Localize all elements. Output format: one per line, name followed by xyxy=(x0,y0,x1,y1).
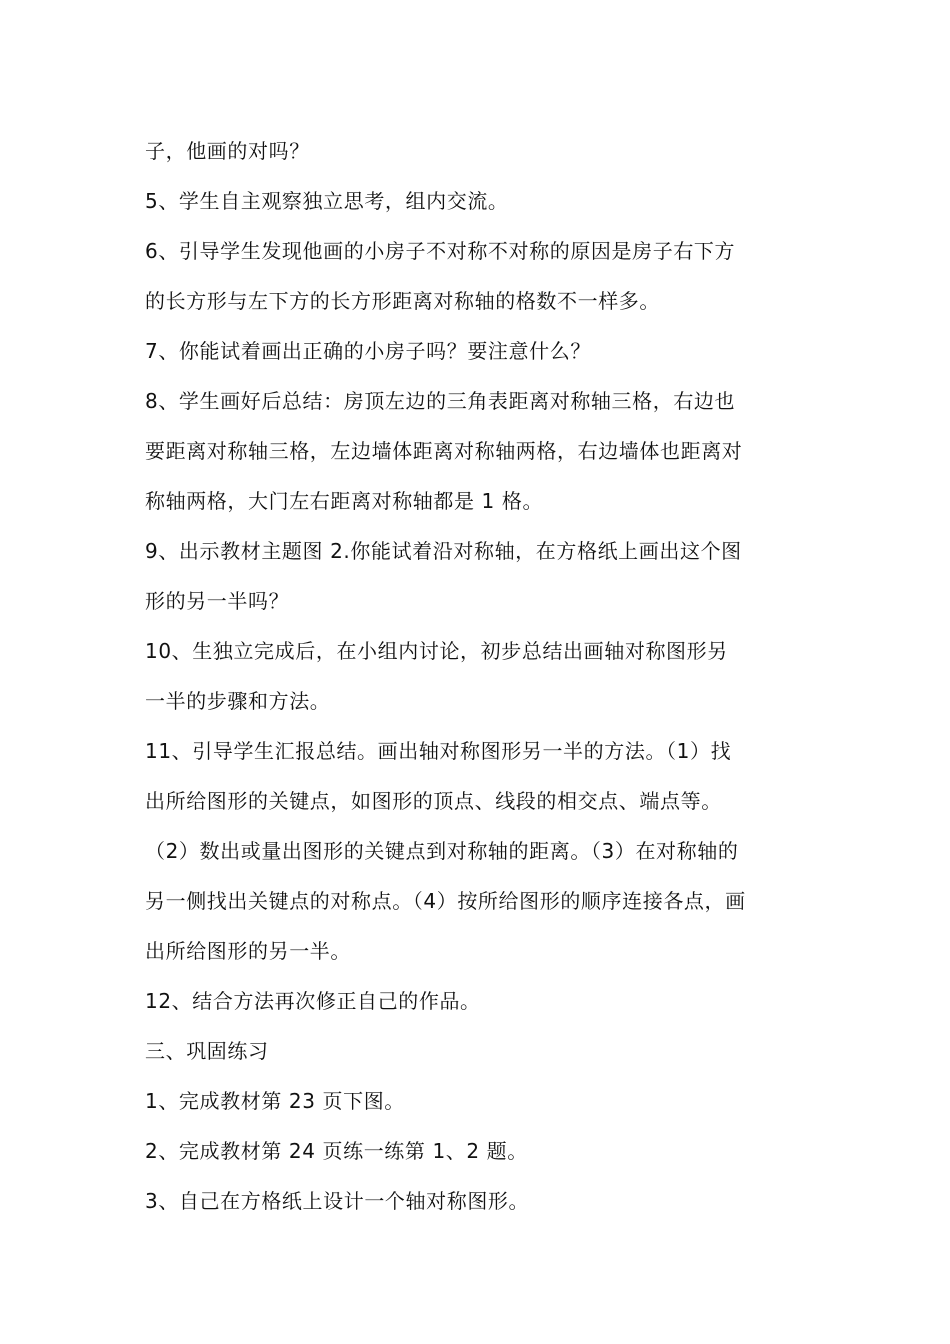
text-line: 5、学生自主观察独立思考，组内交流。 xyxy=(145,189,509,213)
text-line: 要距离对称轴三格，左边墙体距离对称轴两格，右边墙体也距离对 xyxy=(145,439,743,463)
text-line: 称轴两格，大门左右距离对称轴都是 1 格。 xyxy=(145,489,544,513)
text-line: 子，他画的对吗？ xyxy=(145,139,310,163)
text-line: 形的另一半吗？ xyxy=(145,589,290,613)
text-line: 2、完成教材第 24 页练一练第 1、2 题。 xyxy=(145,1139,528,1163)
text-line: 9、出示教材主题图 2.你能试着沿对称轴，在方格纸上画出这个图 xyxy=(145,539,742,563)
text-line: 一半的步骤和方法。 xyxy=(145,689,331,713)
text-line: 3、自己在方格纸上设计一个轴对称图形。 xyxy=(145,1189,530,1213)
text-line: 另一侧找出关键点的对称点。（4）按所给图形的顺序连接各点，画 xyxy=(145,889,746,913)
text-line: 12、结合方法再次修正自己的作品。 xyxy=(145,989,481,1013)
text-line: 的长方形与左下方的长方形距离对称轴的格数不一样多。 xyxy=(145,289,660,313)
section-heading: 三、巩固练习 xyxy=(145,1039,269,1063)
text-line: 6、引导学生发现他画的小房子不对称不对称的原因是房子右下方 xyxy=(145,239,736,263)
text-line: （2）数出或量出图形的关键点到对称轴的距离。（3）在对称轴的 xyxy=(145,839,739,863)
text-line: 1、完成教材第 23 页下图。 xyxy=(145,1089,405,1113)
text-line: 出所给图形的另一半。 xyxy=(145,939,351,963)
text-line: 10、生独立完成后，在小组内讨论，初步总结出画轴对称图形另 xyxy=(145,639,728,663)
text-line: 8、学生画好后总结：房顶左边的三角表距离对称轴三格，右边也 xyxy=(145,389,736,413)
text-line: 7、你能试着画出正确的小房子吗？要注意什么？ xyxy=(145,339,591,363)
text-line: 11、引导学生汇报总结。画出轴对称图形另一半的方法。（1）找 xyxy=(145,739,732,763)
text-line: 出所给图形的关键点，如图形的顶点、线段的相交点、端点等。 xyxy=(145,789,722,813)
